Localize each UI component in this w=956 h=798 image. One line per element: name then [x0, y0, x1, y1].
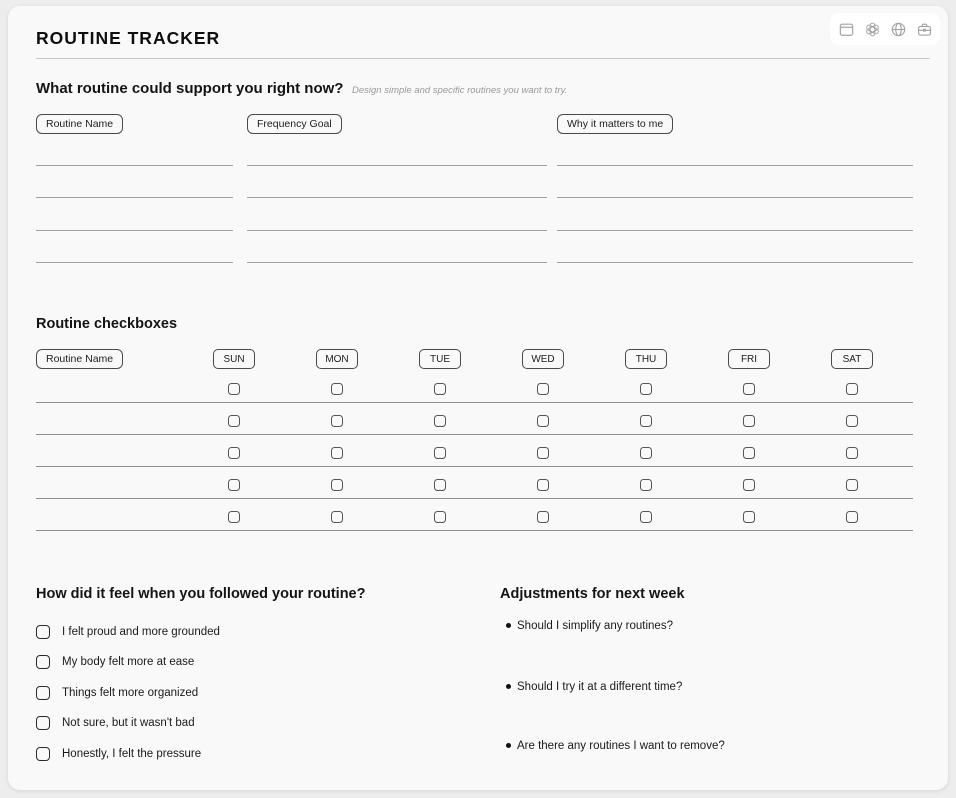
grid-checkbox-mon-row1[interactable] — [331, 383, 343, 395]
feeling-option-label: I felt proud and more grounded — [62, 626, 220, 638]
feeling-option-label: My body felt more at ease — [62, 656, 195, 668]
toolbar — [830, 13, 940, 45]
grid-checkbox-mon-row4[interactable] — [331, 479, 343, 491]
briefcase-icon[interactable] — [916, 21, 933, 38]
write-line-col3 — [557, 197, 913, 198]
grid-checkbox-fri-row2[interactable] — [743, 415, 755, 427]
routine-tracker-card — [8, 6, 948, 790]
column-label-why-it-matters: Why it matters to me — [557, 114, 673, 134]
grid-checkbox-sun-row3[interactable] — [228, 447, 240, 459]
grid-checkbox-fri-row5[interactable] — [743, 511, 755, 523]
grid-checkbox-sat-row3[interactable] — [846, 447, 858, 459]
grid-checkbox-tue-row4[interactable] — [434, 479, 446, 491]
feeling-checkbox-2[interactable] — [36, 655, 50, 669]
grid-label-routine-name: Routine Name — [36, 349, 123, 369]
grid-checkbox-thu-row5[interactable] — [640, 511, 652, 523]
page-title: ROUTINE TRACKER — [36, 28, 221, 48]
grid-checkbox-sun-row4[interactable] — [228, 479, 240, 491]
bullet-icon — [506, 623, 511, 628]
adjustment-question: Are there any routines I want to remove? — [517, 740, 725, 752]
grid-checkbox-tue-row5[interactable] — [434, 511, 446, 523]
grid-checkbox-mon-row5[interactable] — [331, 511, 343, 523]
grid-row-line — [36, 530, 913, 531]
grid-checkbox-sun-row5[interactable] — [228, 511, 240, 523]
grid-checkbox-thu-row1[interactable] — [640, 383, 652, 395]
feeling-option-label: Things felt more organized — [62, 687, 199, 699]
grid-row-line — [36, 466, 913, 467]
feeling-option-label: Not sure, but it wasn't bad — [62, 717, 195, 729]
day-pill-tue: TUE — [419, 349, 461, 369]
feeling-checkbox-5[interactable] — [36, 747, 50, 761]
day-pill-sat: SAT — [831, 349, 873, 369]
column-label-frequency-goal: Frequency Goal — [247, 114, 342, 134]
grid-checkbox-thu-row3[interactable] — [640, 447, 652, 459]
adjustment-question: Should I try it at a different time? — [517, 681, 683, 693]
write-line-col3 — [557, 230, 913, 231]
feeling-checkbox-1[interactable] — [36, 625, 50, 639]
write-line-col2 — [247, 165, 547, 166]
grid-checkbox-mon-row2[interactable] — [331, 415, 343, 427]
grid-checkbox-tue-row2[interactable] — [434, 415, 446, 427]
grid-checkbox-fri-row3[interactable] — [743, 447, 755, 459]
feeling-checkbox-3[interactable] — [36, 686, 50, 700]
grid-checkbox-fri-row4[interactable] — [743, 479, 755, 491]
feeling-option-label: Honestly, I felt the pressure — [62, 748, 202, 760]
write-line-col2 — [247, 262, 547, 263]
write-line-col3 — [557, 165, 913, 166]
window-icon[interactable] — [838, 21, 855, 38]
grid-checkbox-mon-row3[interactable] — [331, 447, 343, 459]
write-line-col1 — [36, 262, 233, 263]
grid-checkbox-fri-row1[interactable] — [743, 383, 755, 395]
grid-checkbox-sun-row2[interactable] — [228, 415, 240, 427]
grid-row-line — [36, 498, 913, 499]
section-heading-feelings: How did it feel when you followed your routine? — [36, 586, 366, 602]
grid-checkbox-thu-row4[interactable] — [640, 479, 652, 491]
write-line-col2 — [247, 230, 547, 231]
feeling-checkbox-4[interactable] — [36, 716, 50, 730]
bullet-icon — [506, 743, 511, 748]
openai-icon[interactable] — [864, 21, 881, 38]
write-line-col1 — [36, 197, 233, 198]
grid-checkbox-sun-row1[interactable] — [228, 383, 240, 395]
grid-checkbox-thu-row2[interactable] — [640, 415, 652, 427]
routine-design-hint: Design simple and specific routines you want to try. — [352, 85, 568, 96]
grid-checkbox-sat-row4[interactable] — [846, 479, 858, 491]
day-pill-wed: WED — [522, 349, 564, 369]
write-line-col1 — [36, 230, 233, 231]
header-divider — [36, 58, 930, 59]
globe-icon[interactable] — [890, 21, 907, 38]
day-pill-fri: FRI — [728, 349, 770, 369]
day-pill-mon: MON — [316, 349, 358, 369]
bullet-icon — [506, 684, 511, 689]
grid-checkbox-sat-row5[interactable] — [846, 511, 858, 523]
day-pill-sun: SUN — [213, 349, 255, 369]
day-pill-thu: THU — [625, 349, 667, 369]
section-heading-routine-design: What routine could support you right now? — [36, 80, 344, 97]
grid-checkbox-wed-row1[interactable] — [537, 383, 549, 395]
grid-checkbox-tue-row1[interactable] — [434, 383, 446, 395]
write-line-col1 — [36, 165, 233, 166]
grid-row-line — [36, 434, 913, 435]
write-line-col3 — [557, 262, 913, 263]
write-line-col2 — [247, 197, 547, 198]
section-heading-routine-checkboxes: Routine checkboxes — [36, 316, 178, 332]
column-label-routine-name: Routine Name — [36, 114, 123, 134]
section-heading-adjustments: Adjustments for next week — [500, 586, 685, 602]
grid-checkbox-wed-row5[interactable] — [537, 511, 549, 523]
grid-row-line — [36, 402, 913, 403]
adjustment-question: Should I simplify any routines? — [517, 620, 673, 632]
grid-checkbox-wed-row3[interactable] — [537, 447, 549, 459]
grid-checkbox-wed-row2[interactable] — [537, 415, 549, 427]
grid-checkbox-wed-row4[interactable] — [537, 479, 549, 491]
grid-checkbox-sat-row1[interactable] — [846, 383, 858, 395]
grid-checkbox-tue-row3[interactable] — [434, 447, 446, 459]
grid-checkbox-sat-row2[interactable] — [846, 415, 858, 427]
